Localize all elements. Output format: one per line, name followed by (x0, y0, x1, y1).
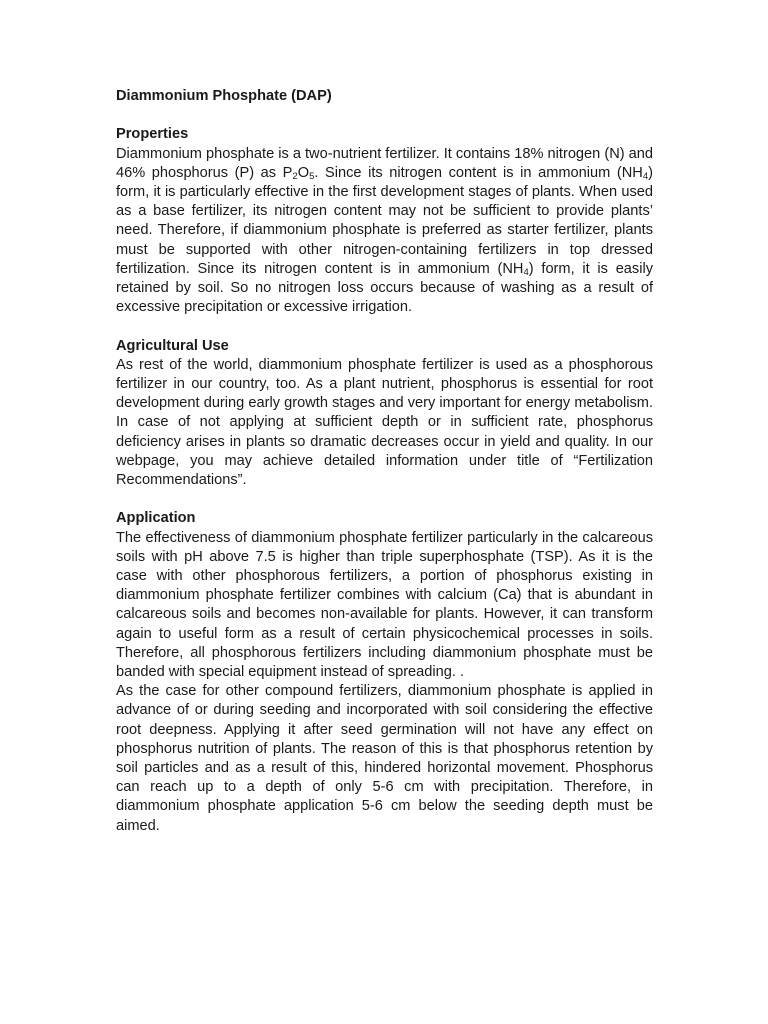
application-paragraph-1: The effectiveness of diammonium phosphate fertilizer particularly in the calcareous soils with pH above 7.5 is higher than triple superphosphate (TSP). As it is the case with other phosphorous fertilizers, a portion of phosphorus existing in diammonium phosphate fertilizer combines with calcium (Ca) that is abundant in calcareous soils and becomes non-available for plants. However, it can transform again to useful form as a result of certain physicochemical processes in soils. Therefore, all phosphorous fertilizers including diammonium phosphate must be banded with special equipment instead of spreading. . (116, 529, 653, 681)
section-heading-application: Application (116, 510, 196, 527)
section-application (116, 509, 653, 835)
section-heading-properties: Properties (116, 126, 189, 143)
document-page (116, 87, 653, 855)
section-properties (116, 125, 653, 317)
agricultural-use-paragraph: As rest of the world, diammonium phosphate fertilizer is used as a phosphorous fertilizer in our country, too. As a plant nutrient, phosphorus is essential for root development during early growth stages and very important for energy metabolism. In case of not applying at sufficient depth or in sufficient rate, phosphorus deficiency arises in plants so dramatic decreases occur in yield and quality. In our webpage, you may achieve detailed information under title of “Fertilization Recommendations”. (116, 356, 653, 489)
section-agricultural-use (116, 337, 653, 491)
section-heading-agricultural-use: Agricultural Use (116, 337, 229, 354)
document-title: Diammonium Phosphate (DAP) (116, 88, 332, 104)
properties-paragraph: Diammonium phosphate is a two-nutrient fertilizer. It contains 18% nitrogen (N) and 46% phosphorus (P) as $P_2O_5$. Since its nitrogen content is in ammonium $(NH_4)$ form, it is particularly effective in the first development stages of plants. When used as a base fertilizer, its nitrogen content may not be sufficient to provide plants’ need. Therefore, if diammonium phosphate is preferred as starter fertilizer, plants must be supported with other nitrogen-containing fertilizers in top dressed fertilization. Since its nitrogen content is in ammonium $(NH_4)$ form, it is easily retained by soil. So no nitrogen loss occurs because of washing as a result of excessive precipitation or excessive irrigation. (116, 145, 654, 316)
application-paragraph-2: As the case for other compound fertilizers, diammonium phosphate is applied in advance of or during seeding and incorporated with soil considering the effective root deepness. Applying it after seed germination will not have any effect on phosphorus nutrition of plants. The reason of this is that phosphorus retention by soil particles and as a result of this, hindered horizontal movement. Phosphorus can reach up to a depth of only 5-6 cm with precipitation. Therefore, in diammonium phosphate application 5-6 cm below the seeding depth must be aimed. (116, 683, 653, 834)
